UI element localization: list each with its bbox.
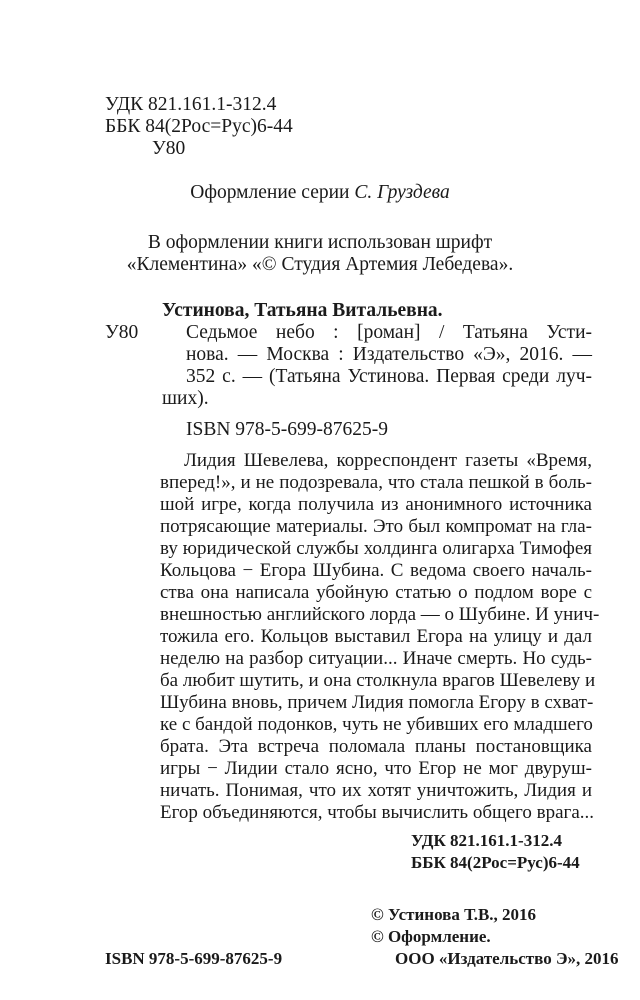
biblio-line: нова. — Москва : Издательство «Э», 2016. — bbox=[186, 344, 592, 365]
font-note-line-1: В оформлении книги использован шрифт bbox=[147, 232, 493, 253]
annotation-line: внешностью английского лорда — о Шубине. И унич- bbox=[160, 604, 600, 625]
biblio-description bbox=[186, 322, 592, 388]
footer-bbk-code: ББК 84(2Рос=Рус)6-44 bbox=[411, 853, 580, 872]
annotation-line: ке с бандой подонков, чуть не убивших его младшего bbox=[160, 714, 593, 735]
series-design-label: Оформление серии bbox=[190, 182, 350, 203]
annotation-line: потрясающие материалы. Это был компромат на гла- bbox=[160, 516, 592, 537]
udk-code: УДК 821.161.1-312.4 bbox=[105, 94, 277, 115]
biblio-author: Устинова, Татьяна Витальевна. bbox=[162, 300, 443, 321]
font-note-line-2: «Клементина» «© Студия Артемия Лебедева». bbox=[126, 254, 514, 275]
annotation-line: Егор объединяются, чтобы вычислить общего врага... bbox=[160, 802, 595, 823]
annotation-line: вперед!», и не подозревала, что стала пешкой в боль- bbox=[160, 472, 592, 493]
copyright-design: © Оформление. bbox=[371, 927, 491, 946]
isbn-bottom: ISBN 978-5-699-87625-9 bbox=[105, 949, 283, 968]
annotation-line: ба любит шутить, и она столкнула врагов Шевелеву и bbox=[160, 670, 596, 691]
annotation-line: ву юридической службы холдинга олигарха Тимофея bbox=[160, 538, 592, 559]
biblio-line: 352 с. — (Татьяна Устинова. Первая среди луч- bbox=[186, 366, 592, 387]
annotation-paragraph bbox=[160, 450, 600, 824]
annotation-line: неделю на разбор ситуации... Иначе смерть. Но судь- bbox=[160, 648, 592, 669]
biblio-code: У80 bbox=[105, 322, 139, 343]
annotation-line: игры − Лидии стало ясно, что Егор не мог двуруш- bbox=[160, 758, 592, 779]
footer-udk-code: УДК 821.161.1-312.4 bbox=[411, 831, 562, 850]
copyright-publisher: ООО «Издательство Э», 2016 bbox=[395, 949, 619, 968]
annotation-line: Лидия Шевелева, корреспондент газеты «Время, bbox=[184, 450, 592, 471]
annotation-line: тожила его. Кольцов выставил Егора на улицу и дал bbox=[160, 626, 592, 647]
biblio-line: Седьмое небо : [роман] / Татьяна Усти- bbox=[186, 322, 592, 343]
copyright-author: © Устинова Т.В., 2016 bbox=[371, 905, 537, 924]
annotation-line: брата. Эта встреча поломала планы постановщика bbox=[160, 736, 592, 757]
series-design-author: С. Груздева bbox=[354, 182, 450, 203]
annotation-line: ства она написала убойную статью о подлом воре с bbox=[160, 582, 592, 603]
annotation-line: шой игре, когда получила из анонимного источника bbox=[160, 494, 592, 515]
annotation-line: ничать. Понимая, что их хотят уничтожить, Лидия и bbox=[160, 780, 592, 801]
biblio-isbn: ISBN 978-5-699-87625-9 bbox=[186, 419, 389, 440]
annotation-line: Шубина вновь, причем Лидия помогла Егору в схват- bbox=[160, 692, 594, 713]
bbk-code: ББК 84(2Рос=Рус)6-44 bbox=[105, 116, 293, 137]
series-design-credit bbox=[0, 182, 640, 204]
author-code: У80 bbox=[152, 138, 186, 159]
annotation-line: Кольцова − Егора Шубина. С ведома своего началь- bbox=[160, 560, 592, 581]
biblio-line-last: ших). bbox=[162, 388, 209, 409]
